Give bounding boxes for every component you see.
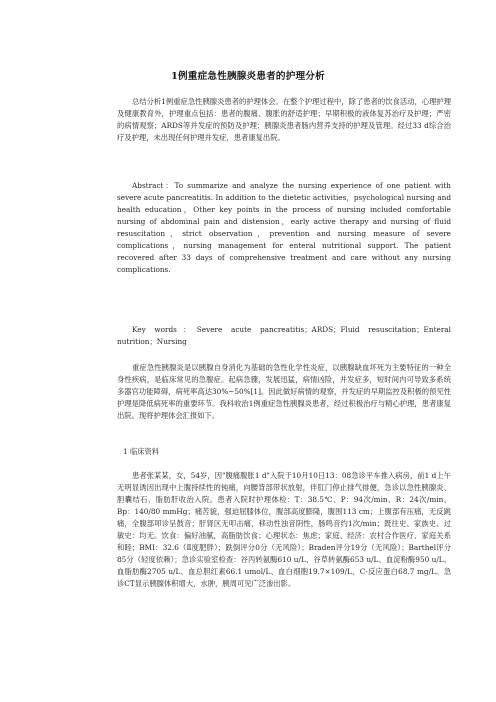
section-heading-clinical-data: 1 临床资料	[123, 447, 160, 456]
keywords: Key words：Severe acute pancreatitis；ARDS；Fluid resuscitation；Enteral nutrition；Nursing	[117, 325, 451, 346]
case-description-paragraph: 患者张某某，女，54岁，因"腹痛腹胀1 d"入院于10月10日13：08急诊平车推入病房，前1 d上午无明显诱因出现中上腹持续性的钝痛，向腰背部带状放射，伴肛门停止排气排便，急诊以急性胰腺炎、胆囊结石、脂肪肝收治入院。患者入院时护理体检：T：38.5℃、P：94次/min、R：24次/min、Bp：140/80 mmHg；痛苦貌，强迫屈膝体位，腹部高度膨隆，腹围113 cm；上腹部有压痛，无反跳痛，全腹部叩诊呈鼓音；肝肾区无叩击痛，移动性浊音阴性，肠鸣音约1次/min；既往史、家族史、过敏史：均无。饮食：偏好油腻，高脂肪饮食；心理状态：焦虑；家庭、经济：农村合作医疗、家庭关系和睦；BMI：32.6（Ⅱ度肥胖）；跌倒评分0分（无风险）；Braden评分19分（无风险）；Barthel评分85分（轻度依赖）；急诊实验室检查：谷丙转氨酶610 u/L、谷草转氨酶653 u/L、血淀粉酶950 u/L、血脂肪酶2705 u/L、血总胆红素66.1 umol/L、血白细胞19.7×109/L、C-反应蛋白68.7 mg/L。急诊CT显示胰腺体积增大，水肿，胰周可见广泛渗出影。	[117, 471, 451, 588]
abstract-chinese: 总结分析1例重症急性胰腺炎患者的护理体会。在整个护理过程中，除了患者的饮食活动，心理护理及健康教育外，护理重点包括：患者的腹痛、腹胀的舒适护理；早期积极的液体复苏治疗及护理；严密的病情观察；ARDS等并发症的预防及护理；胰腺炎患者肠内营养支持的护理及管理。经过33 d综合治疗及护理，未出现任何护理并发症，患者康复出院。	[117, 97, 451, 142]
introduction-paragraph: 重症急性胰腺炎是以胰腺自身消化为基础的急性化学性炎症，以胰腺缺血坏死为主要特征的一种全身性疾病，是临床常见的急腹症。起病急骤，发展迅猛，病情凶险，并发症多，短时间内可导致多系统多器官功能障碍，病死率高达30%~50%[1]。因此做好病情的观察，并发症的早期监控及积极的预见性护理是降低病死率的重要环节。我科收治1例重症急性胰腺炎患者，经过积极治疗与精心护理，患者康复出院。现将护理体会汇报如下。	[117, 363, 451, 420]
document-title: 1例重症急性胰腺炎患者的护理分析	[171, 71, 325, 82]
abstract-english: Abstract：To summarize and analyze the nursing experience of one patient with severe acute pancreatitis. In addition to the dietetic activities，psychological nursing and health education，Other key points in the process of nursing included comfortable nursing of abdominal pain and distension，early active therapy and nursing of fluid resuscitation，strict observation，prevention and nursing measure of severe complications，nursing management for enteral nutritional support. The patient recovered after 33 days of comprehensive treatment and care without any nursing complications.	[117, 181, 451, 274]
